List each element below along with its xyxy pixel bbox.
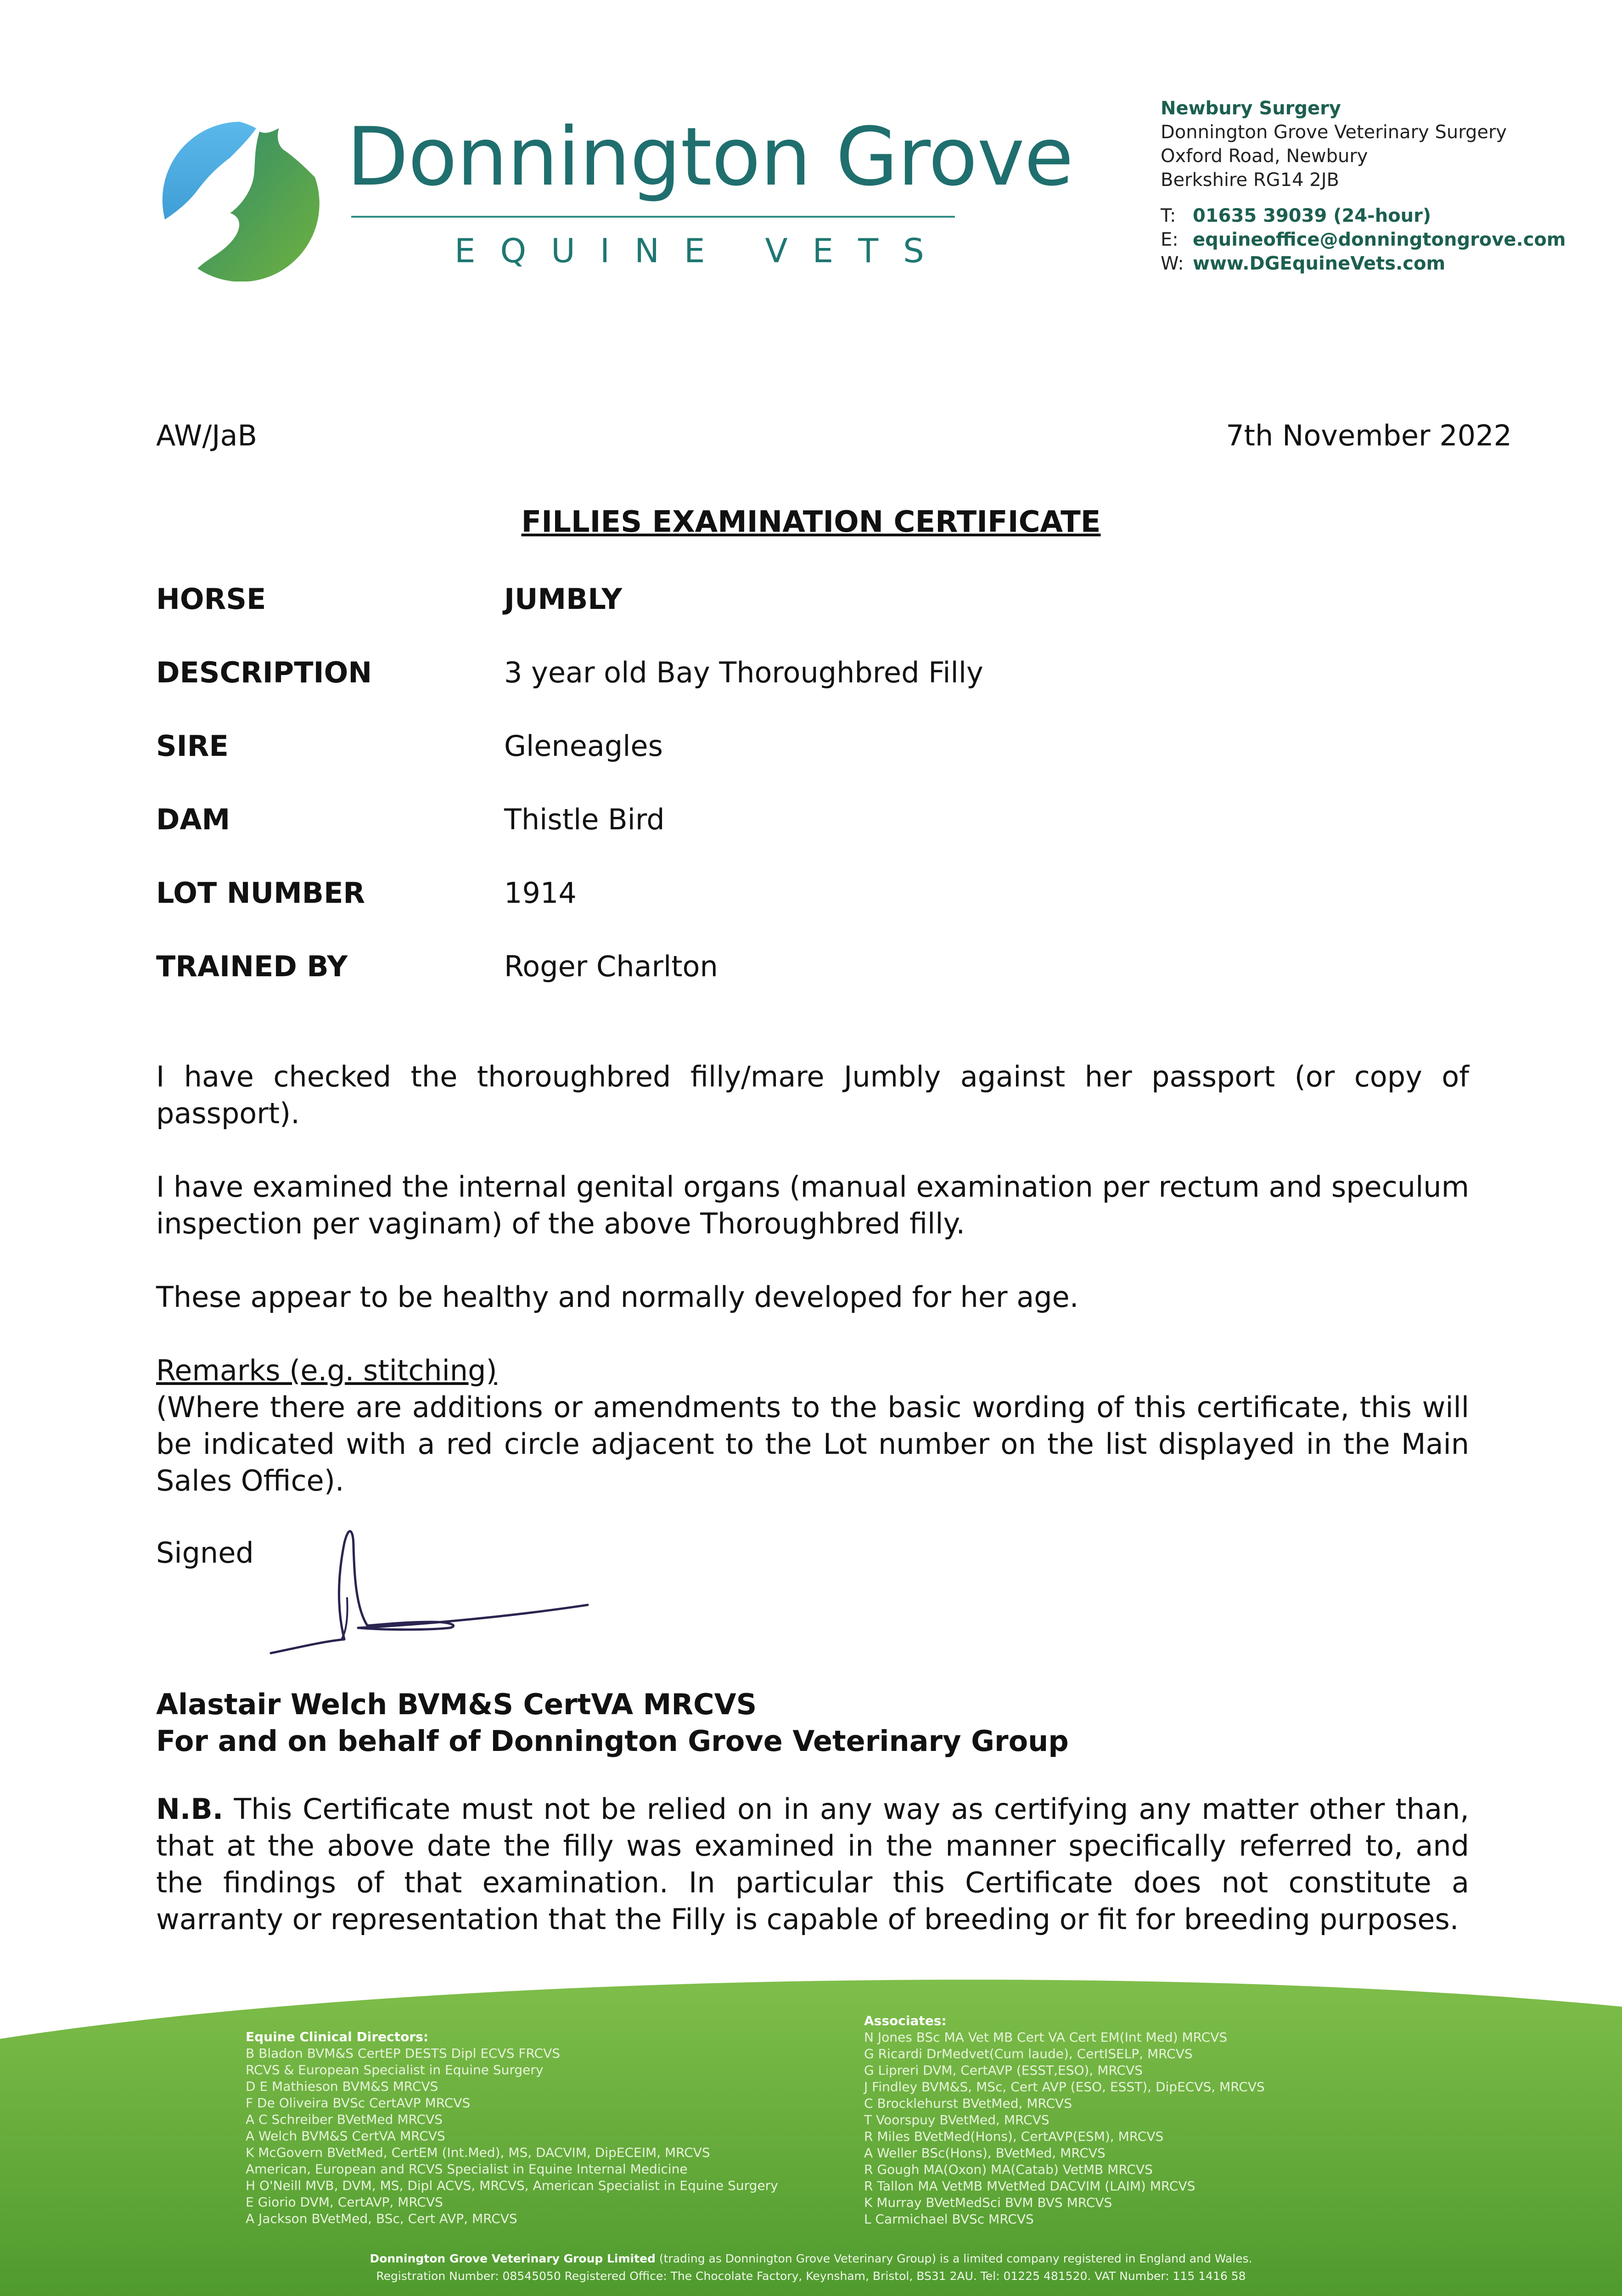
contact-block bbox=[1161, 96, 1566, 276]
signatory-organisation: For and on behalf of Donnington Grove Veterinary Group bbox=[156, 1724, 1069, 1758]
signature-image bbox=[266, 1515, 597, 1667]
director-entry: E Giorio DVM, CertAVP, MRCVS bbox=[246, 2195, 443, 2210]
legal-line-registration: Registration Number: 08545050 Registered Office: The Chocolate Factory, Keynsham, Bristol, BS31 2AU. Tel: 01225 481520. VAT Number: 115 1416 58 bbox=[376, 2269, 1246, 2283]
associate-entry: G Lipreri DVM, CertAVP (ESST,ESO), MRCVS bbox=[864, 2063, 1143, 2078]
remarks-heading: Remarks (e.g. stitching) bbox=[156, 1354, 497, 1387]
logo-divider bbox=[351, 216, 955, 218]
director-entry: D E Mathieson BVM&S MRCVS bbox=[246, 2079, 438, 2094]
email-row bbox=[1161, 228, 1566, 252]
paragraph-passport-check: I have checked the thoroughbred filly/mare Jumbly against her passport (or copy of passport). bbox=[156, 1060, 1469, 1130]
directors-heading: Equine Clinical Directors: bbox=[246, 2029, 429, 2044]
surgery-name: Newbury Surgery bbox=[1161, 98, 1341, 119]
associates-heading: Associates: bbox=[864, 2013, 947, 2028]
email-label: E: bbox=[1161, 229, 1179, 250]
email-link[interactable]: equineoffice@donningtongrove.com bbox=[1193, 229, 1566, 250]
disclaimer-text: This Certificate must not be relied on in any way as certifying any matter other than, that at the above date the filly was examined in the manner specifically referred to, and the findings of that examination. In particular this Certificate does not constitute a warranty or representation that the Filly is capable of breeding or fit for breeding purposes. bbox=[156, 1792, 1469, 1936]
phone-row bbox=[1161, 204, 1566, 228]
field-value-dam: Thistle Bird bbox=[504, 803, 665, 836]
field-label-trained-by: TRAINED BY bbox=[156, 950, 348, 983]
director-entry: H O'Neill MVB, DVM, MS, Dipl ACVS, MRCVS, American Specialist in Equine Surgery bbox=[246, 2178, 778, 2193]
associate-entry: C Brocklehurst BVetMed, MRCVS bbox=[864, 2096, 1072, 2111]
remarks-text: (Where there are additions or amendments to the basic wording of this certificate, this will be indicated with a red circle adjacent to the Lot number on the list displayed in the Main Sales Office). bbox=[156, 1390, 1469, 1497]
signatory-name: Alastair Welch BVM&S CertVA MRCVS bbox=[156, 1688, 757, 1721]
legal-company-text: (trading as Donnington Grove Veterinary Group) is a limited company registered in England and Wales. bbox=[655, 2252, 1252, 2265]
disclaimer-paragraph bbox=[156, 1791, 1469, 1938]
director-entry: B Bladon BVM&S CertEP DESTS Dipl ECVS FRCVS bbox=[246, 2046, 561, 2061]
website-label: W: bbox=[1161, 253, 1184, 274]
logo-wordmark: Donnington Grove bbox=[347, 111, 1073, 204]
field-value-horse: JUMBLY bbox=[504, 582, 623, 616]
associate-entry: G Ricardi DrMedvet(Cum laude), CertISELP, MRCVS bbox=[864, 2046, 1193, 2061]
certificate-title: FILLIES EXAMINATION CERTIFICATE bbox=[521, 505, 1101, 539]
directors-list bbox=[246, 2029, 778, 2227]
associate-entry: L Carmichael BVSc MRCVS bbox=[864, 2212, 1034, 2227]
paragraph-findings: These appear to be healthy and normally developed for her age. bbox=[156, 1280, 1079, 1314]
field-label-horse: HORSE bbox=[156, 582, 266, 616]
footer-background bbox=[0, 1965, 1622, 2296]
director-entry: A Welch BVM&S CertVA MRCVS bbox=[246, 2128, 445, 2144]
signatory-block bbox=[156, 1686, 1069, 1760]
director-entry: K McGovern BVetMed, CertEM (Int.Med), MS, DACVIM, DipECEIM, MRCVS bbox=[246, 2145, 710, 2160]
associate-entry: R Miles BVetMed(Hons), CertAVP(ESM), MRCVS bbox=[864, 2129, 1164, 2144]
disclaimer-label: N.B. bbox=[156, 1792, 224, 1826]
associate-entry: N Jones BSc MA Vet MB Cert VA Cert EM(Int Med) MRCVS bbox=[864, 2030, 1228, 2045]
legal-company-name: Donnington Grove Veterinary Group Limited bbox=[370, 2252, 656, 2265]
logo-tagline: EQUINE VETS bbox=[455, 231, 949, 270]
address-line: Berkshire RG14 2JB bbox=[1161, 169, 1339, 191]
field-label-sire: SIRE bbox=[156, 729, 229, 763]
reference-code: AW/JaB bbox=[156, 419, 258, 452]
letter-date: 7th November 2022 bbox=[1226, 419, 1512, 452]
field-value-description: 3 year old Bay Thoroughbred Filly bbox=[504, 656, 983, 689]
associate-entry: T Voorspuy BVetMed, MRCVS bbox=[864, 2112, 1050, 2127]
associate-entry: A Weller BSc(Hons), BVetMed, MRCVS bbox=[864, 2145, 1106, 2161]
legal-line-company bbox=[0, 2250, 1622, 2268]
address-line: Donnington Grove Veterinary Surgery bbox=[1161, 122, 1507, 143]
remarks-section bbox=[156, 1352, 1469, 1499]
associate-entry: J Findley BVM&S, MSc, Cert AVP (ESO, ESST), DipECVS, MRCVS bbox=[864, 2079, 1265, 2094]
website-link[interactable]: www.DGEquineVets.com bbox=[1193, 253, 1446, 274]
director-entry: A C Schreiber BVetMed MRCVS bbox=[246, 2112, 443, 2127]
field-label-dam: DAM bbox=[156, 803, 230, 836]
director-entry: F De Oliveira BVSc CertAVP MRCVS bbox=[246, 2095, 471, 2110]
field-value-trained-by: Roger Charlton bbox=[504, 950, 718, 983]
logo-horse-icon bbox=[158, 118, 321, 281]
field-label-lot-number: LOT NUMBER bbox=[156, 876, 365, 910]
field-value-lot-number: 1914 bbox=[504, 876, 577, 910]
field-label-description: DESCRIPTION bbox=[156, 656, 372, 689]
phone-number[interactable]: 01635 39039 (24-hour) bbox=[1193, 205, 1431, 226]
signed-label: Signed bbox=[156, 1536, 254, 1570]
director-entry: American, European and RCVS Specialist in Equine Internal Medicine bbox=[246, 2161, 688, 2177]
associate-entry: R Tallon MA VetMB MVetMed DACVIM (LAIM) MRCVS bbox=[864, 2178, 1195, 2194]
legal-notice bbox=[0, 2250, 1622, 2285]
associates-list bbox=[864, 2013, 1265, 2228]
associate-entry: R Gough MA(Oxon) MA(Catab) VetMB MRCVS bbox=[864, 2162, 1153, 2177]
paragraph-examination: I have examined the internal genital organs (manual examination per rectum and speculum inspection per vaginam) of the above Thoroughbred filly. bbox=[156, 1170, 1469, 1240]
phone-label: T: bbox=[1161, 205, 1176, 226]
associate-entry: K Murray BVetMedSci BVM BVS MRCVS bbox=[864, 2195, 1112, 2210]
address-line: Oxford Road, Newbury bbox=[1161, 146, 1368, 167]
field-value-sire: Gleneagles bbox=[504, 729, 663, 763]
director-entry: RCVS & European Specialist in Equine Surgery bbox=[246, 2062, 544, 2077]
website-row bbox=[1161, 252, 1566, 276]
director-entry: A Jackson BVetMed, BSc, Cert AVP, MRCVS bbox=[246, 2211, 517, 2226]
